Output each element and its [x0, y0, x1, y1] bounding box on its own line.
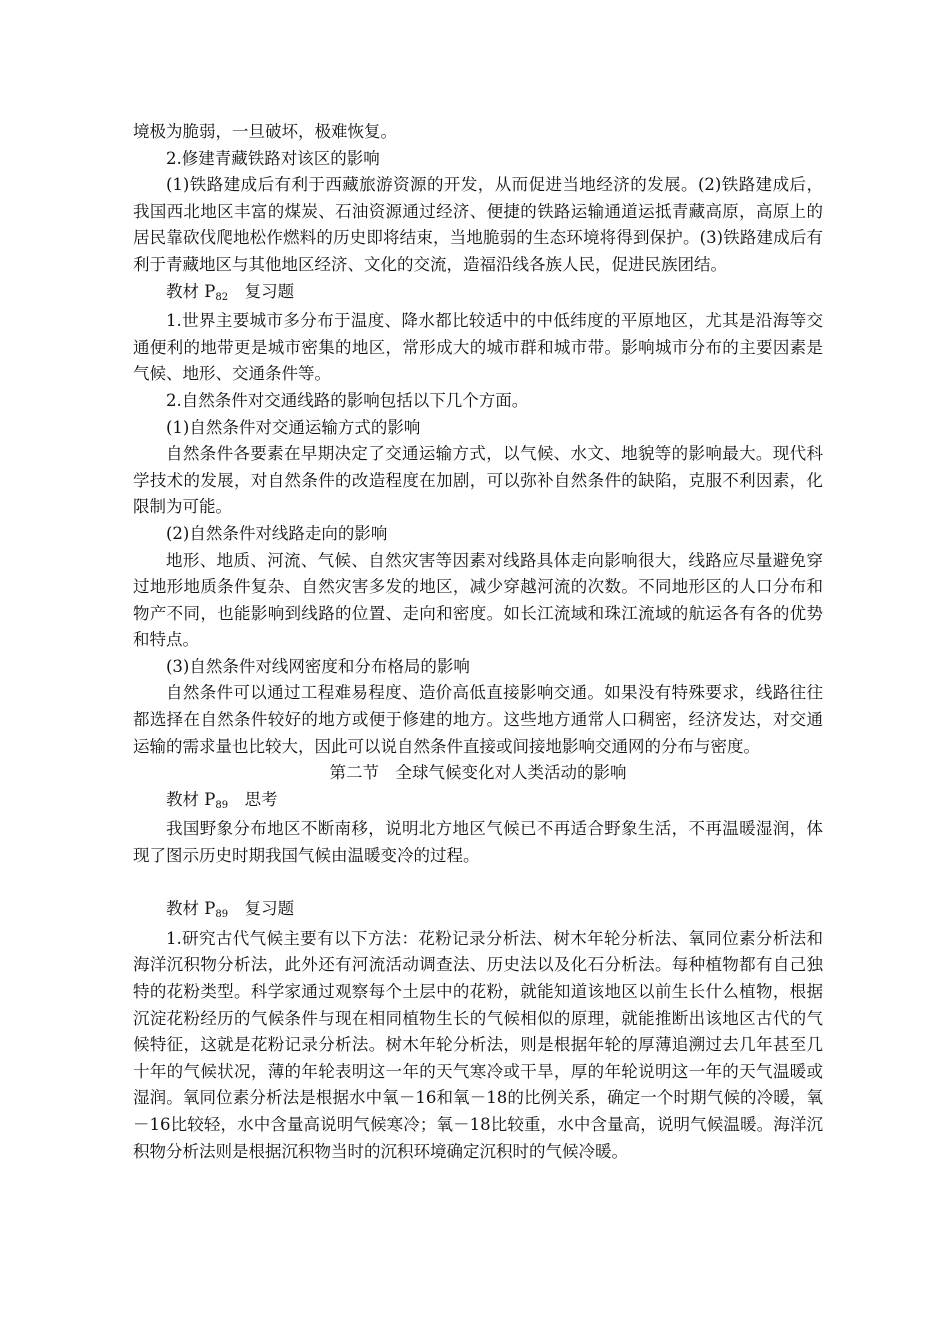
- paragraph: (1)铁路建成后有利于西藏旅游资源的开发，从而促进当地经济的发展。(2)铁路建成后，我国西北地区丰富的煤炭、石油资源通过经济、便捷的铁路运输通道运抵青藏高原，高原上的居民靠砍伐爬地松作燃料的历史即将结束，当地脆弱的生态环境将得到保护。(3)铁路建成后有利于青藏地区与其他地区经济、文化的交流，造福沿线各族人民，促进民族团结。: [133, 175, 823, 274]
- heading-text: 思考: [228, 789, 278, 809]
- paragraph: 1.研究古代气候主要有以下方法：花粉记录分析法、树木年轮分析法、氧同位素分析法和海洋沉积物分析法，此外还有河流活动调查法、历史法以及化石分析法。每种植物都有自己独特的花粉类型。科学家通过观察每个土层中的花粉，就能知道该地区以前生长什么植物，根据沉淀花粉经历的气候条件与现在相同植物生长的气候相似的原理，就能推断出该地区古代的气候特征，这就是花粉记录分析法。树木年轮分析法，则是根据年轮的厚薄追溯过去几年甚至几十年的气候状况，薄的年轮表明这一年的天气寒冷或干旱，厚的年轮说明这一年的天气温暖或湿润。氧同位素分析法是根据水中氧－16和氧－18的比例关系，确定一个时期气候的冷暖，氧－16比较轻，水中含量高说明气候寒冷；氧－18比较重，水中含量高，说明气候温暖。海洋沉积物分析法则是根据沉积物当时的沉积环境确定沉积时的气候冷暖。: [133, 928, 823, 1161]
- item-heading: (3)自然条件对线网密度和分布格局的影响: [166, 656, 470, 676]
- section-title: 第二节 全球气候变化对人类活动的影响: [329, 763, 627, 783]
- heading-text: 教材 P: [166, 281, 216, 301]
- paragraph: 境极为脆弱，一旦破坏，极难恢复。: [133, 122, 397, 141]
- paragraph: 自然条件可以通过工程难易程度、造价高低直接影响交通。如果没有特殊要求，线路往往都选择在自然条件较好的地方或便于修建的地方。这些地方通常人口稠密，经济发达，对交通运输的需求量也比较大，因此可以说自然条件直接或间接地影响交通网的分布与密度。: [133, 683, 823, 756]
- paragraph: 我国野象分布地区不断南移，说明北方地区气候已不再适合野象生活，不再温暖湿润，体现了图示历史时期我国气候由温暖变冷的过程。: [133, 819, 823, 866]
- blank-line: [133, 870, 823, 897]
- paragraph: 地形、地质、河流、气候、自然灾害等因素对线路具体走向影响很大，线路应尽量避免穿过地形地质条件复杂、自然灾害多发的地区，减少穿越河流的次数。不同地形区的人口分布和物产不同，也能影响到线路的位置、走向和密度。如长江流域和珠江流域的航运各有各的优势和特点。: [133, 550, 823, 650]
- heading-text: 教材 P: [166, 899, 216, 919]
- page-number: 89: [215, 799, 229, 811]
- item-heading: (2)自然条件对线路走向的影响: [166, 523, 388, 543]
- textbook-heading: [133, 279, 823, 309]
- paragraph: 1.世界主要城市多分布于温度、降水都比较适中的中低纬度的平原地区，尤其是沿海等交通便利的地带更是城市密集的地区，常形成大的城市群和城市带。影响城市分布的主要因素是气候、地形、交通条件等。: [133, 311, 823, 384]
- page-number: 89: [215, 909, 229, 921]
- heading-text: 复习题: [228, 899, 295, 919]
- textbook-heading: [133, 896, 823, 926]
- textbook-heading: [133, 787, 823, 817]
- paragraph: 自然条件各要素在早期决定了交通运输方式，以气候、水文、地貌等的影响最大。现代科学技术的发展，对自然条件的改造程度在加剧，可以弥补自然条件的缺陷，克服不利因素，化限制为可能。: [133, 444, 823, 517]
- heading-text: 教材 P: [166, 789, 216, 809]
- item-heading: 2.修建青藏铁路对该区的影响: [166, 148, 380, 168]
- heading-text: 复习题: [228, 281, 295, 301]
- page-number: 82: [215, 291, 229, 303]
- document-page: [133, 119, 823, 1165]
- item-heading: (1)自然条件对交通运输方式的影响: [166, 417, 421, 437]
- paragraph: 2.自然条件对交通线路的影响包括以下几个方面。: [166, 390, 529, 410]
